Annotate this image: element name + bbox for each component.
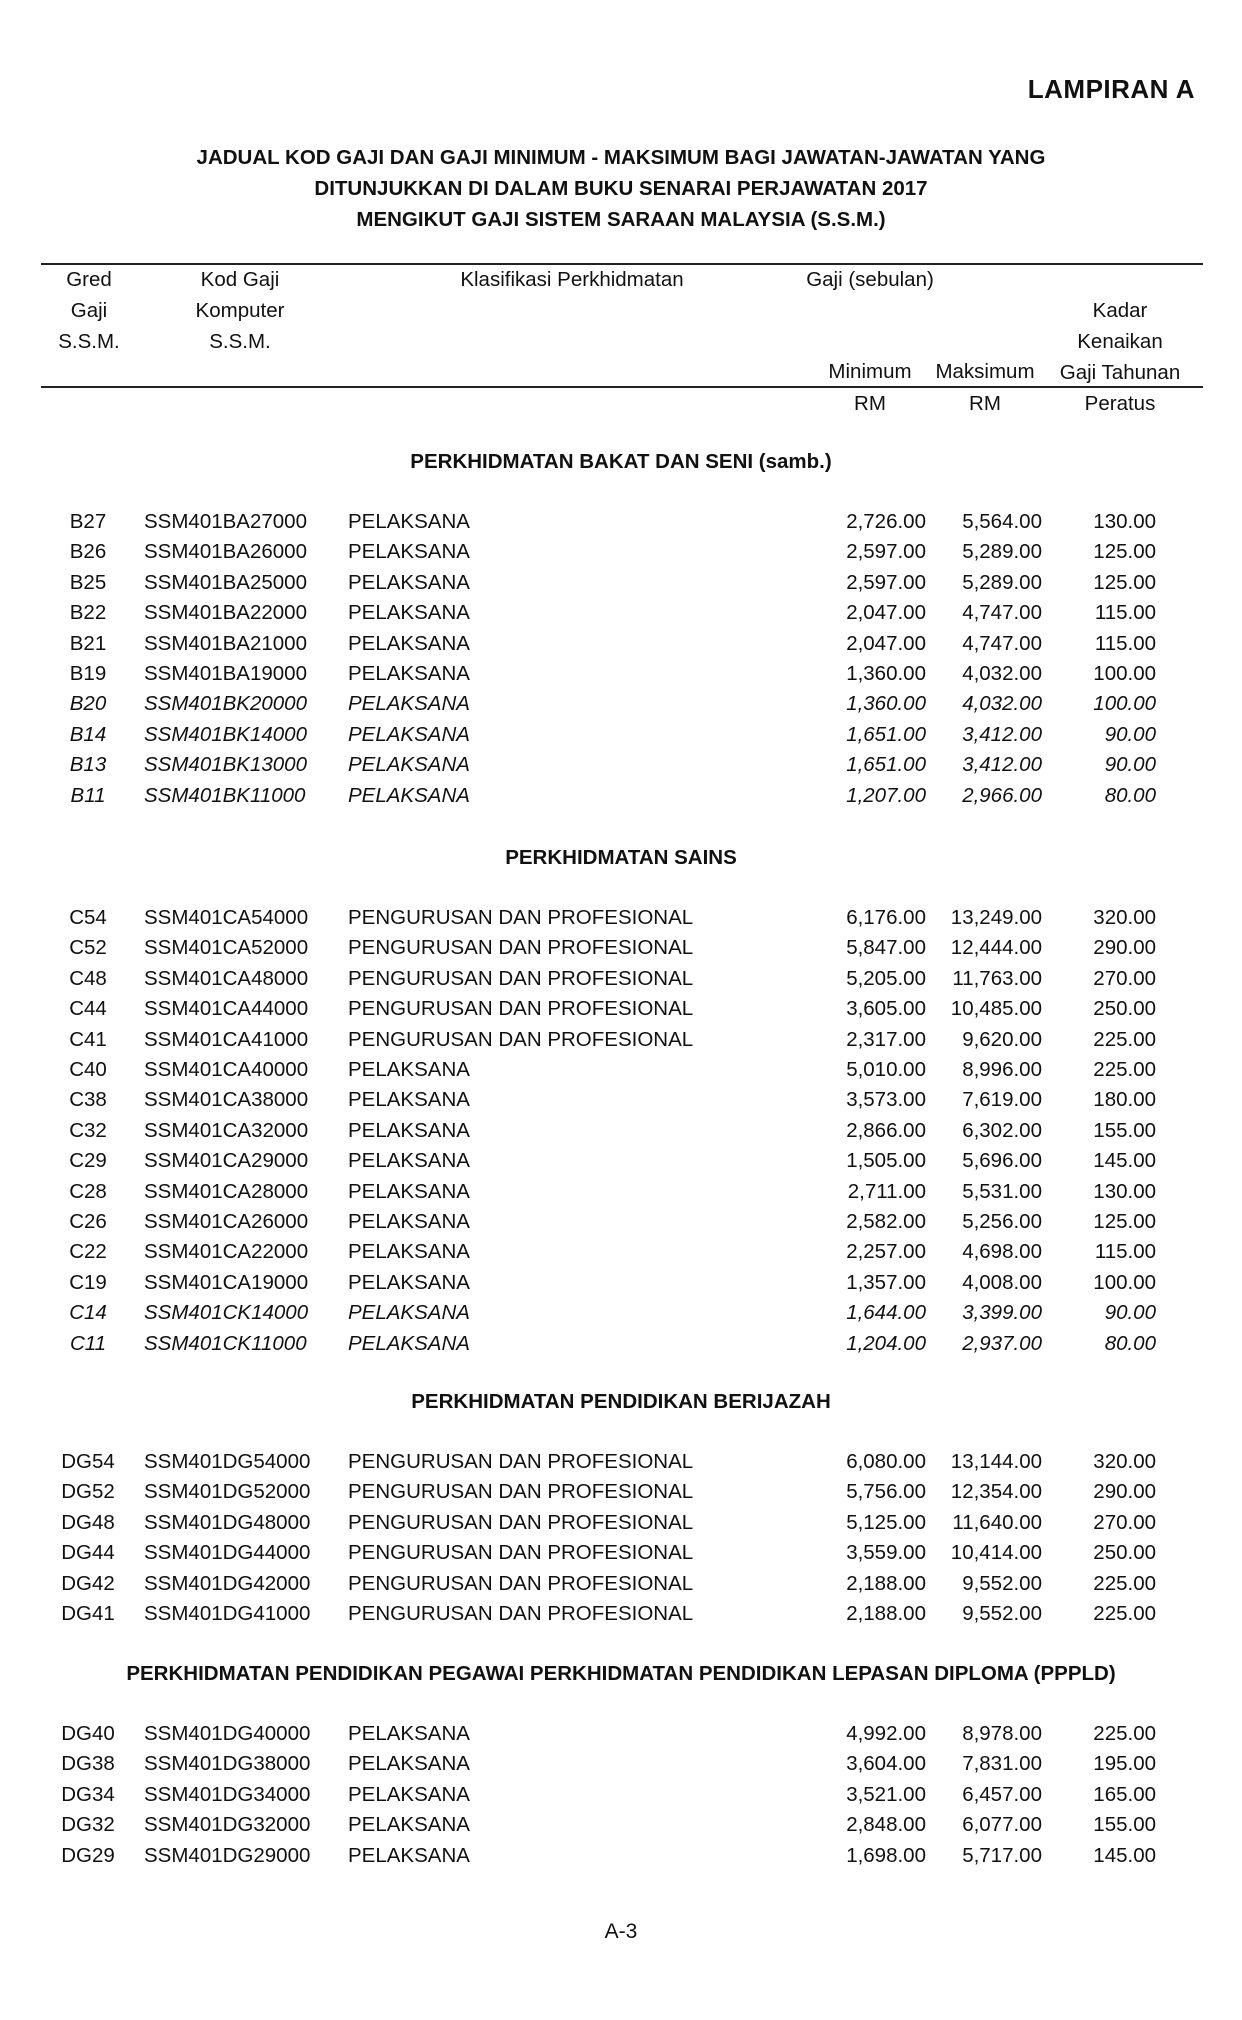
cell-kod-gaji: SSM401CA22000 — [144, 1240, 309, 1263]
header-gred-line-3: S.S.M. — [58, 330, 120, 353]
cell-gaji-minimum: 1,357.00 — [846, 1271, 926, 1294]
cell-klasifikasi: PELAKSANA — [348, 662, 470, 685]
cell-gaji-maksimum: 3,399.00 — [962, 1301, 1042, 1324]
cell-kadar-kenaikan: 145.00 — [1093, 1844, 1156, 1867]
cell-gaji-minimum: 2,257.00 — [846, 1240, 926, 1263]
cell-gred: C41 — [69, 1028, 107, 1051]
cell-gaji-minimum: 5,010.00 — [846, 1058, 926, 1081]
table-row — [0, 1511, 1242, 1541]
cell-kod-gaji: SSM401DG44000 — [144, 1541, 311, 1564]
header-kadar-line-3: Gaji Tahunan — [1059, 361, 1181, 384]
cell-klasifikasi: PELAKSANA — [348, 753, 470, 776]
cell-gaji-minimum: 3,604.00 — [846, 1752, 926, 1775]
table-row — [0, 1271, 1242, 1301]
cell-kadar-kenaikan: 290.00 — [1093, 936, 1156, 959]
table-row — [0, 753, 1242, 783]
cell-klasifikasi: PELAKSANA — [348, 1844, 470, 1867]
cell-kod-gaji: SSM401CA32000 — [144, 1119, 309, 1142]
cell-gred: C44 — [69, 997, 107, 1020]
cell-gaji-minimum: 2,047.00 — [846, 601, 926, 624]
cell-gaji-minimum: 3,559.00 — [846, 1541, 926, 1564]
cell-gaji-minimum: 1,698.00 — [846, 1844, 926, 1867]
cell-klasifikasi: PELAKSANA — [348, 1058, 470, 1081]
cell-kadar-kenaikan: 225.00 — [1093, 1572, 1156, 1595]
header-kod-line-2: Komputer — [195, 299, 285, 322]
cell-gaji-minimum: 2,188.00 — [846, 1602, 926, 1625]
cell-gaji-minimum: 2,711.00 — [847, 1180, 926, 1203]
cell-kadar-kenaikan: 130.00 — [1093, 510, 1156, 533]
cell-gred: C32 — [69, 1119, 107, 1142]
cell-gaji-maksimum: 4,032.00 — [962, 692, 1042, 715]
cell-klasifikasi: PENGURUSAN DAN PROFESIONAL — [348, 1602, 694, 1625]
cell-klasifikasi: PELAKSANA — [348, 1210, 470, 1233]
cell-gaji-maksimum: 5,289.00 — [962, 540, 1042, 563]
page-number: A-3 — [604, 1920, 638, 1943]
cell-kod-gaji: SSM401BA19000 — [144, 662, 307, 685]
cell-kod-gaji: SSM401CA29000 — [144, 1149, 309, 1172]
cell-gaji-maksimum: 9,552.00 — [962, 1602, 1042, 1625]
cell-kod-gaji: SSM401DG34000 — [144, 1783, 311, 1806]
table-row — [0, 1058, 1242, 1088]
table-row — [0, 1783, 1242, 1813]
cell-klasifikasi: PELAKSANA — [348, 1813, 470, 1836]
cell-klasifikasi: PELAKSANA — [348, 1271, 470, 1294]
cell-gaji-maksimum: 5,289.00 — [962, 571, 1042, 594]
cell-gred: B14 — [69, 723, 107, 746]
cell-gred: C29 — [69, 1149, 107, 1172]
cell-kadar-kenaikan: 155.00 — [1093, 1813, 1156, 1836]
cell-klasifikasi: PELAKSANA — [348, 1783, 470, 1806]
cell-kadar-kenaikan: 100.00 — [1093, 1271, 1156, 1294]
cell-gred: DG54 — [61, 1450, 115, 1473]
cell-klasifikasi: PELAKSANA — [348, 1752, 470, 1775]
cell-gaji-minimum: 5,125.00 — [846, 1511, 926, 1534]
header-gaji-sebulan: Gaji (sebulan) — [806, 268, 934, 291]
cell-gaji-maksimum: 7,619.00 — [962, 1088, 1042, 1111]
cell-kadar-kenaikan: 130.00 — [1093, 1180, 1156, 1203]
cell-kod-gaji: SSM401CA52000 — [144, 936, 309, 959]
table-row — [0, 1332, 1242, 1362]
header-kod-line-1: Kod Gaji — [200, 268, 280, 291]
cell-kod-gaji: SSM401BK20000 — [144, 692, 307, 715]
cell-kadar-kenaikan: 115.00 — [1094, 1240, 1156, 1263]
cell-gaji-maksimum: 4,008.00 — [962, 1271, 1042, 1294]
cell-kadar-kenaikan: 225.00 — [1093, 1722, 1156, 1745]
cell-gaji-minimum: 1,204.00 — [846, 1332, 926, 1355]
cell-kod-gaji: SSM401CA28000 — [144, 1180, 309, 1203]
cell-kadar-kenaikan: 80.00 — [1104, 784, 1156, 807]
cell-kod-gaji: SSM401BK13000 — [144, 753, 307, 776]
table-row — [0, 967, 1242, 997]
cell-gred: DG40 — [61, 1722, 115, 1745]
cell-kod-gaji: SSM401CA48000 — [144, 967, 309, 990]
table-row — [0, 936, 1242, 966]
cell-gred: B25 — [69, 571, 107, 594]
table-row — [0, 1088, 1242, 1118]
cell-gred: DG32 — [61, 1813, 115, 1836]
table-row — [0, 540, 1242, 570]
table-row — [0, 571, 1242, 601]
cell-kod-gaji: SSM401CA41000 — [144, 1028, 309, 1051]
cell-gred: C11 — [69, 1332, 107, 1355]
cell-gred: DG38 — [61, 1752, 115, 1775]
cell-klasifikasi: PENGURUSAN DAN PROFESIONAL — [348, 1572, 694, 1595]
cell-kod-gaji: SSM401DG52000 — [144, 1480, 311, 1503]
table-row — [0, 784, 1242, 814]
header-gred — [40, 264, 138, 357]
title-line-1: JADUAL KOD GAJI DAN GAJI MINIMUM - MAKSIMUM BAGI JAWATAN-JAWATAN YANG — [196, 146, 1046, 169]
cell-gaji-minimum: 5,756.00 — [846, 1480, 926, 1503]
cell-gred: DG48 — [61, 1511, 115, 1534]
cell-gaji-minimum: 6,176.00 — [846, 906, 926, 929]
cell-gaji-minimum: 2,726.00 — [846, 510, 926, 533]
cell-gred: B19 — [69, 662, 107, 685]
cell-gaji-minimum: 2,848.00 — [846, 1813, 926, 1836]
cell-klasifikasi: PELAKSANA — [348, 692, 470, 715]
title-line-3: MENGIKUT GAJI SISTEM SARAAN MALAYSIA (S.S.M.) — [356, 208, 886, 231]
section-title: PERKHIDMATAN PENDIDIKAN BERIJAZAH — [411, 1390, 831, 1413]
cell-kadar-kenaikan: 195.00 — [1093, 1752, 1156, 1775]
cell-klasifikasi: PENGURUSAN DAN PROFESIONAL — [348, 936, 694, 959]
cell-gaji-maksimum: 3,412.00 — [962, 753, 1042, 776]
cell-gred: DG34 — [61, 1783, 115, 1806]
cell-kod-gaji: SSM401BA26000 — [144, 540, 307, 563]
cell-kod-gaji: SSM401CA19000 — [144, 1271, 309, 1294]
cell-gaji-maksimum: 8,996.00 — [962, 1058, 1042, 1081]
cell-gaji-minimum: 2,597.00 — [846, 540, 926, 563]
cell-kadar-kenaikan: 155.00 — [1093, 1119, 1156, 1142]
table-row — [0, 662, 1242, 692]
cell-gaji-maksimum: 5,564.00 — [962, 510, 1042, 533]
cell-gaji-minimum: 2,047.00 — [846, 632, 926, 655]
cell-gaji-minimum: 5,205.00 — [846, 967, 926, 990]
cell-gaji-maksimum: 12,354.00 — [950, 1480, 1042, 1503]
cell-kadar-kenaikan: 290.00 — [1093, 1480, 1156, 1503]
cell-kadar-kenaikan: 270.00 — [1093, 967, 1156, 990]
header-kod-gaji — [160, 264, 320, 357]
table-row — [0, 1301, 1242, 1331]
cell-gred: C14 — [69, 1301, 107, 1324]
cell-gred: B20 — [69, 692, 107, 715]
cell-gred: C40 — [69, 1058, 107, 1081]
lampiran-label: LAMPIRAN A — [1027, 74, 1195, 104]
cell-gaji-minimum: 1,651.00 — [846, 723, 926, 746]
table-row — [0, 1813, 1242, 1843]
cell-klasifikasi: PELAKSANA — [348, 510, 470, 533]
cell-kod-gaji: SSM401DG32000 — [144, 1813, 311, 1836]
cell-kod-gaji: SSM401DG29000 — [144, 1844, 311, 1867]
cell-gred: B21 — [69, 632, 107, 655]
cell-gred: C28 — [69, 1180, 107, 1203]
cell-kadar-kenaikan: 250.00 — [1093, 997, 1156, 1020]
section-title: PERKHIDMATAN PENDIDIKAN PEGAWAI PERKHIDMATAN PENDIDIKAN LEPASAN DIPLOMA (PPPLD) — [126, 1662, 1116, 1685]
table-row — [0, 1119, 1242, 1149]
cell-gaji-minimum: 2,188.00 — [846, 1572, 926, 1595]
table-row — [0, 1541, 1242, 1571]
table-row — [0, 1572, 1242, 1602]
cell-kod-gaji: SSM401DG40000 — [144, 1722, 311, 1745]
cell-kod-gaji: SSM401BA22000 — [144, 601, 307, 624]
cell-kod-gaji: SSM401BA25000 — [144, 571, 307, 594]
header-minimum: Minimum — [828, 360, 912, 383]
cell-gaji-minimum: 2,582.00 — [846, 1210, 926, 1233]
cell-gaji-maksimum: 12,444.00 — [950, 936, 1042, 959]
cell-kadar-kenaikan: 80.00 — [1104, 1332, 1156, 1355]
header-gred-line-2: Gaji — [70, 299, 108, 322]
table-row — [0, 601, 1242, 631]
cell-kadar-kenaikan: 115.00 — [1094, 632, 1156, 655]
cell-kod-gaji: SSM401CA26000 — [144, 1210, 309, 1233]
table-row — [0, 1752, 1242, 1782]
table-row — [0, 1149, 1242, 1179]
cell-klasifikasi: PELAKSANA — [348, 1722, 470, 1745]
cell-gaji-maksimum: 2,937.00 — [962, 1332, 1042, 1355]
table-row — [0, 1450, 1242, 1480]
cell-kod-gaji: SSM401CK11000 — [144, 1332, 307, 1355]
cell-klasifikasi: PELAKSANA — [348, 1180, 470, 1203]
cell-kod-gaji: SSM401CA54000 — [144, 906, 309, 929]
cell-gaji-maksimum: 4,747.00 — [962, 601, 1042, 624]
table-row — [0, 1480, 1242, 1510]
cell-kadar-kenaikan: 225.00 — [1093, 1028, 1156, 1051]
cell-gaji-minimum: 3,605.00 — [846, 997, 926, 1020]
cell-klasifikasi: PELAKSANA — [348, 632, 470, 655]
cell-gred: C38 — [69, 1088, 107, 1111]
cell-gaji-minimum: 3,521.00 — [846, 1783, 926, 1806]
cell-gred: C52 — [69, 936, 107, 959]
cell-gaji-maksimum: 5,256.00 — [962, 1210, 1042, 1233]
cell-gaji-minimum: 2,597.00 — [846, 571, 926, 594]
cell-gred: DG52 — [61, 1480, 115, 1503]
cell-kadar-kenaikan: 180.00 — [1093, 1088, 1156, 1111]
document-title — [0, 142, 1242, 235]
cell-gaji-minimum: 2,317.00 — [846, 1028, 926, 1051]
cell-klasifikasi: PENGURUSAN DAN PROFESIONAL — [348, 1450, 694, 1473]
cell-gaji-maksimum: 4,747.00 — [962, 632, 1042, 655]
cell-gred: B27 — [69, 510, 107, 533]
cell-gaji-maksimum: 10,414.00 — [950, 1541, 1042, 1564]
cell-klasifikasi: PENGURUSAN DAN PROFESIONAL — [348, 906, 694, 929]
cell-gaji-maksimum: 10,485.00 — [950, 997, 1042, 1020]
header-rm-max: RM — [969, 392, 1001, 415]
cell-gred: B26 — [69, 540, 107, 563]
cell-kadar-kenaikan: 125.00 — [1093, 1210, 1156, 1233]
table-row — [0, 632, 1242, 662]
cell-kadar-kenaikan: 90.00 — [1104, 723, 1156, 746]
cell-gred: C48 — [69, 967, 107, 990]
cell-gaji-maksimum: 13,144.00 — [950, 1450, 1042, 1473]
table-row — [0, 1180, 1242, 1210]
cell-kadar-kenaikan: 320.00 — [1093, 906, 1156, 929]
cell-kod-gaji: SSM401CK14000 — [144, 1301, 309, 1324]
cell-gaji-minimum: 1,360.00 — [846, 662, 926, 685]
table-row — [0, 723, 1242, 753]
cell-kadar-kenaikan: 100.00 — [1093, 662, 1156, 685]
cell-kadar-kenaikan: 115.00 — [1094, 601, 1156, 624]
cell-gaji-maksimum: 5,696.00 — [962, 1149, 1042, 1172]
cell-gaji-maksimum: 13,249.00 — [950, 906, 1042, 929]
cell-kadar-kenaikan: 100.00 — [1093, 692, 1156, 715]
cell-gaji-maksimum: 9,552.00 — [962, 1572, 1042, 1595]
cell-klasifikasi: PELAKSANA — [348, 1119, 470, 1142]
cell-kod-gaji: SSM401BK11000 — [144, 784, 306, 807]
table-row — [0, 1210, 1242, 1240]
cell-gaji-maksimum: 11,640.00 — [952, 1511, 1042, 1534]
cell-gaji-maksimum: 6,457.00 — [962, 1783, 1042, 1806]
cell-kadar-kenaikan: 125.00 — [1093, 571, 1156, 594]
cell-gaji-maksimum: 6,302.00 — [962, 1119, 1042, 1142]
cell-gaji-maksimum: 4,032.00 — [962, 662, 1042, 685]
cell-klasifikasi: PELAKSANA — [348, 1088, 470, 1111]
cell-kod-gaji: SSM401DG54000 — [144, 1450, 311, 1473]
cell-gaji-minimum: 2,866.00 — [846, 1119, 926, 1142]
cell-gred: B13 — [69, 753, 107, 776]
cell-kadar-kenaikan: 145.00 — [1093, 1149, 1156, 1172]
table-row — [0, 1602, 1242, 1632]
cell-kadar-kenaikan: 225.00 — [1093, 1602, 1156, 1625]
cell-klasifikasi: PELAKSANA — [348, 601, 470, 624]
cell-gaji-minimum: 4,992.00 — [846, 1722, 926, 1745]
cell-gred: C26 — [69, 1210, 107, 1233]
cell-klasifikasi: PELAKSANA — [348, 1332, 470, 1355]
cell-kod-gaji: SSM401DG41000 — [144, 1602, 311, 1625]
header-kod-line-3: S.S.M. — [209, 330, 271, 353]
cell-kadar-kenaikan: 125.00 — [1093, 540, 1156, 563]
cell-klasifikasi: PELAKSANA — [348, 1240, 470, 1263]
cell-klasifikasi: PENGURUSAN DAN PROFESIONAL — [348, 1541, 694, 1564]
header-rm-min: RM — [854, 392, 886, 415]
header-maksimum: Maksimum — [935, 360, 1035, 383]
cell-klasifikasi: PELAKSANA — [348, 1149, 470, 1172]
cell-gaji-maksimum: 4,698.00 — [962, 1240, 1042, 1263]
cell-gred: C22 — [69, 1240, 107, 1263]
cell-gaji-minimum: 6,080.00 — [846, 1450, 926, 1473]
cell-gred: DG44 — [61, 1541, 115, 1564]
cell-klasifikasi: PELAKSANA — [348, 1301, 470, 1324]
cell-kod-gaji: SSM401CA38000 — [144, 1088, 309, 1111]
title-line-2: DITUNJUKKAN DI DALAM BUKU SENARAI PERJAWATAN 2017 — [314, 177, 928, 200]
cell-gaji-maksimum: 5,717.00 — [962, 1844, 1042, 1867]
cell-kod-gaji: SSM401DG42000 — [144, 1572, 311, 1595]
cell-klasifikasi: PELAKSANA — [348, 784, 470, 807]
cell-gaji-maksimum: 8,978.00 — [962, 1722, 1042, 1745]
table-row — [0, 1240, 1242, 1270]
cell-kod-gaji: SSM401BK14000 — [144, 723, 307, 746]
cell-gred: B11 — [70, 784, 106, 807]
header-peratus: Peratus — [1084, 392, 1156, 415]
cell-gaji-maksimum: 6,077.00 — [962, 1813, 1042, 1836]
cell-gaji-maksimum: 2,966.00 — [962, 784, 1042, 807]
table-row — [0, 1028, 1242, 1058]
cell-klasifikasi: PENGURUSAN DAN PROFESIONAL — [348, 967, 694, 990]
cell-gaji-minimum: 1,505.00 — [846, 1149, 926, 1172]
table-row — [0, 510, 1242, 540]
cell-kadar-kenaikan: 90.00 — [1104, 753, 1156, 776]
cell-kadar-kenaikan: 90.00 — [1104, 1301, 1156, 1324]
cell-gred: C19 — [69, 1271, 107, 1294]
header-gred-line-1: Gred — [66, 268, 112, 291]
cell-gaji-minimum: 1,644.00 — [846, 1301, 926, 1324]
cell-kadar-kenaikan: 250.00 — [1093, 1541, 1156, 1564]
cell-gaji-maksimum: 11,763.00 — [952, 967, 1042, 990]
section-title: PERKHIDMATAN BAKAT DAN SENI (samb.) — [410, 450, 832, 473]
cell-gred: B22 — [69, 601, 107, 624]
cell-kod-gaji: SSM401DG38000 — [144, 1752, 311, 1775]
cell-gaji-maksimum: 9,620.00 — [962, 1028, 1042, 1051]
section-title: PERKHIDMATAN SAINS — [505, 846, 737, 869]
cell-gaji-maksimum: 7,831.00 — [962, 1752, 1042, 1775]
header-kadar — [1046, 295, 1194, 388]
table-row — [0, 692, 1242, 722]
header-klasifikasi: Klasifikasi Perkhidmatan — [460, 268, 684, 291]
cell-gred: C54 — [69, 906, 107, 929]
cell-gred: DG42 — [61, 1572, 115, 1595]
cell-klasifikasi: PELAKSANA — [348, 571, 470, 594]
cell-gaji-minimum: 1,360.00 — [846, 692, 926, 715]
cell-gaji-minimum: 5,847.00 — [846, 936, 926, 959]
cell-kod-gaji: SSM401BA21000 — [144, 632, 307, 655]
cell-kadar-kenaikan: 225.00 — [1093, 1058, 1156, 1081]
table-row — [0, 1844, 1242, 1874]
table-row — [0, 1722, 1242, 1752]
cell-kadar-kenaikan: 320.00 — [1093, 1450, 1156, 1473]
cell-kod-gaji: SSM401CA40000 — [144, 1058, 309, 1081]
cell-gred: DG29 — [61, 1844, 115, 1867]
cell-gaji-maksimum: 3,412.00 — [962, 723, 1042, 746]
header-kadar-line-1: Kadar — [1092, 299, 1148, 322]
header-kadar-line-2: Kenaikan — [1077, 330, 1163, 353]
cell-gaji-minimum: 1,207.00 — [846, 784, 926, 807]
cell-klasifikasi: PENGURUSAN DAN PROFESIONAL — [348, 1511, 694, 1534]
cell-kod-gaji: SSM401BA27000 — [144, 510, 307, 533]
table-row — [0, 997, 1242, 1027]
cell-kadar-kenaikan: 270.00 — [1093, 1511, 1156, 1534]
cell-gaji-minimum: 3,573.00 — [846, 1088, 926, 1111]
cell-gaji-maksimum: 5,531.00 — [962, 1180, 1042, 1203]
cell-klasifikasi: PENGURUSAN DAN PROFESIONAL — [348, 997, 694, 1020]
cell-klasifikasi: PENGURUSAN DAN PROFESIONAL — [348, 1480, 694, 1503]
cell-kod-gaji: SSM401DG48000 — [144, 1511, 311, 1534]
table-row — [0, 906, 1242, 936]
cell-klasifikasi: PENGURUSAN DAN PROFESIONAL — [348, 1028, 694, 1051]
cell-klasifikasi: PELAKSANA — [348, 723, 470, 746]
cell-kadar-kenaikan: 165.00 — [1093, 1783, 1156, 1806]
cell-kod-gaji: SSM401CA44000 — [144, 997, 309, 1020]
cell-klasifikasi: PELAKSANA — [348, 540, 470, 563]
cell-gred: DG41 — [61, 1602, 115, 1625]
cell-gaji-minimum: 1,651.00 — [846, 753, 926, 776]
